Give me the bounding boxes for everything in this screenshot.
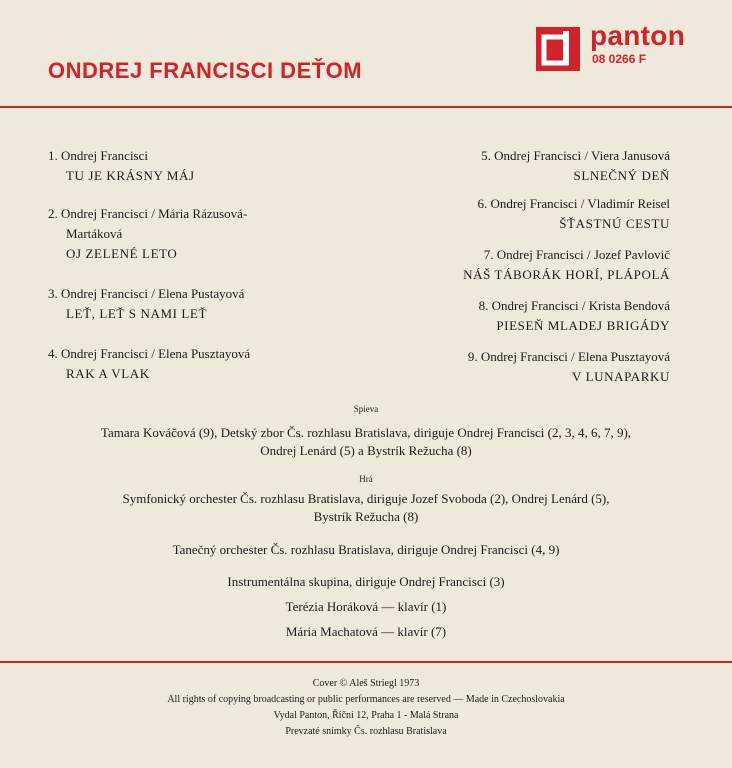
catalog-number: 08 0266 F	[592, 52, 647, 66]
orchestra-credit-line1: Symfonický orchester Čs. rozhlasu Bratislava, diriguje Jozef Svoboda (2), Ondrej Lenárd (5),	[122, 491, 610, 506]
top-divider	[0, 106, 732, 108]
track-title: PIESEŇ MLADEJ BRIGÁDY	[496, 318, 670, 333]
track-authors: 8. Ondrej Francisci / Krista Bendová	[478, 298, 670, 313]
piano-credit-2: Mária Machatová — klavír (7)	[285, 624, 447, 639]
album-title: ONDREJ FRANCISCI DEŤOM	[48, 58, 363, 83]
track-authors: 6. Ondrej Francisci / Vladimír Reisel	[477, 196, 670, 211]
instrumental-group-credit: Instrumentálna skupina, diriguje Ondrej Francisci (3)	[227, 574, 505, 589]
track-8	[479, 296, 670, 336]
track-title: SLNEČNÝ DEŇ	[573, 168, 670, 183]
track-title: ŠŤASTNÚ CESTU	[559, 216, 670, 231]
bottom-divider	[0, 661, 732, 663]
orchestra-credit-line2: Bystrík Režucha (8)	[313, 509, 419, 524]
track-7	[463, 245, 670, 285]
brand-name: panton	[590, 20, 686, 51]
track-9	[468, 347, 670, 387]
track-1	[48, 146, 195, 186]
track-authors: 5. Ondrej Francisci / Viera Janusová	[481, 148, 670, 163]
track-authors: 4. Ondrej Francisci / Elena Pusztayová	[48, 346, 251, 361]
vocals-label: Spieva	[353, 404, 379, 414]
vocals-credit-line2: Ondrej Lenárd (5) a Bystrík Režucha (8)	[260, 443, 472, 458]
piano-credit-1: Terézia Horáková — klavír (1)	[285, 599, 447, 614]
publisher-info: Vydal Panton, Říční 12, Praha 1 - Malá Strana	[273, 710, 459, 721]
cover-credit: Cover © Aleš Striegl 1973	[312, 678, 420, 689]
track-title: V LUNAPARKU	[572, 369, 670, 384]
track-authors: 2. Ondrej Francisci / Mária Rázusová-	[48, 206, 248, 221]
recording-source: Prevzaté snímky Čs. rozhlasu Bratislava	[285, 726, 447, 737]
track-title: TU JE KRÁSNY MÁJ	[66, 168, 195, 183]
track-title: OJ ZELENÉ LETO	[66, 246, 178, 261]
track-title: RAK A VLAK	[66, 366, 150, 381]
track-authors: 3. Ondrej Francisci / Elena Pustayová	[48, 286, 245, 301]
track-5	[481, 146, 670, 186]
track-title: NÁŠ TÁBORÁK HORÍ, PLÁPOLÁ	[463, 267, 670, 282]
track-authors: 9. Ondrej Francisci / Elena Pusztayová	[467, 349, 670, 364]
orchestra-label: Hrá	[359, 474, 373, 484]
track-3	[48, 284, 244, 324]
track-4	[48, 344, 250, 384]
track-2	[48, 204, 247, 264]
dance-orchestra-credit: Tanečný orchester Čs. rozhlasu Bratislava, diriguje Ondrej Francisci (4, 9)	[172, 542, 560, 557]
track-authors: 1. Ondrej Francisci	[48, 148, 149, 163]
track-6	[477, 194, 670, 234]
track-authors-cont: Martáková	[66, 226, 123, 241]
rights-notice: All rights of copying broadcasting or public performances are reserved — Made in Czechoslovakia	[167, 694, 565, 705]
panton-logo-icon	[536, 27, 580, 71]
track-authors: 7. Ondrej Francisci / Jozef Pavlovič	[483, 247, 670, 262]
track-title: LEŤ, LEŤ S NAMI LEŤ	[66, 306, 208, 321]
vocals-credit-line1: Tamara Kováčová (9), Detský zbor Čs. rozhlasu Bratislava, diriguje Ondrej Francisci (2, 3, 4, 6, 7, 9),	[100, 425, 632, 440]
